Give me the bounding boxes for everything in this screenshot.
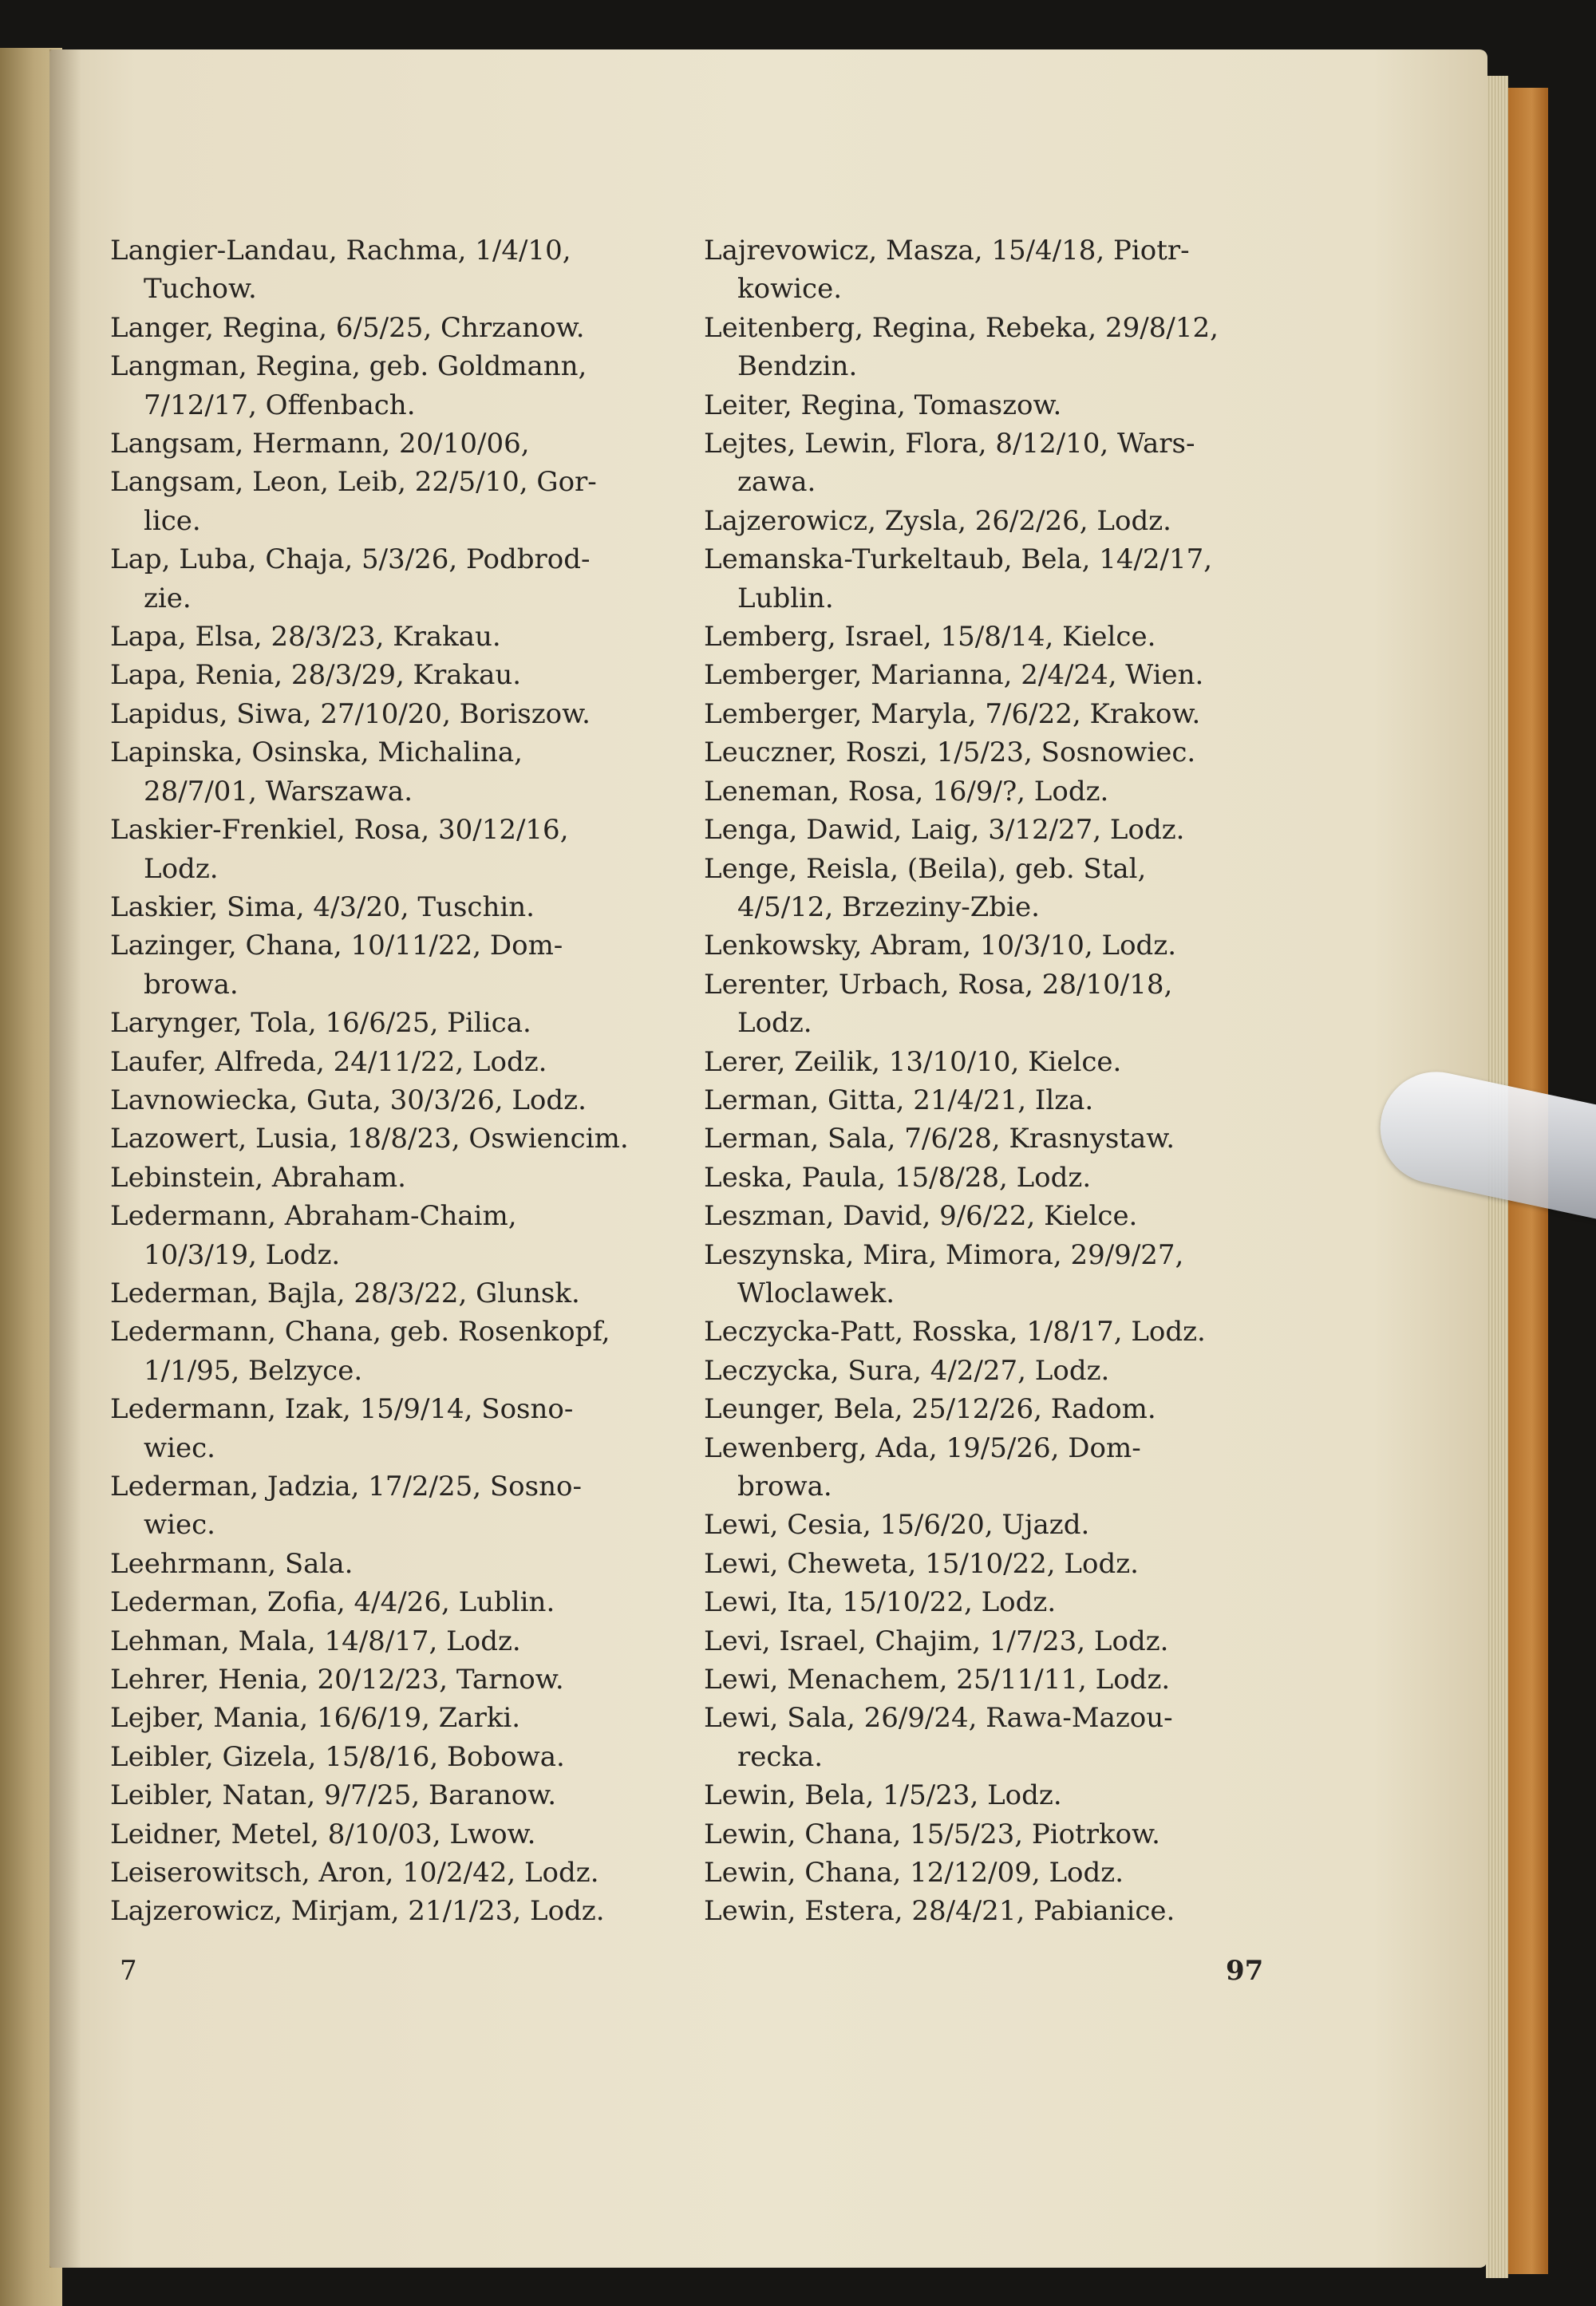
register-entry: Langsam, Hermann, 20/10/06,: [110, 428, 530, 460]
register-entry: Lenga, Dawid, Laig, 3/12/27, Lodz.: [704, 814, 1185, 847]
register-entry: Leunger, Bela, 25/12/26, Radom.: [704, 1393, 1156, 1426]
register-entry: Lewin, Chana, 15/5/23, Piotrkow.: [704, 1818, 1160, 1850]
left-column: [110, 231, 733, 1931]
register-entry: Lederman, Jadzia, 17/2/25, Sosno- wiec.: [110, 1471, 582, 1542]
register-entry: Leneman, Rosa, 16/9/?, Lodz.: [704, 775, 1109, 807]
register-entry: Lewenberg, Ada, 19/5/26, Dom- browa.: [704, 1431, 1141, 1502]
register-entry: Lapa, Renia, 28/3/29, Krakau.: [110, 659, 522, 692]
register-entry: Larynger, Tola, 16/6/25, Pilica.: [110, 1007, 531, 1040]
register-entry: Leczycka, Sura, 4/2/27, Lodz.: [704, 1354, 1110, 1387]
register-entry: Lerman, Gitta, 21/4/21, Ilza.: [704, 1084, 1094, 1116]
register-entry: Lewi, Sala, 26/9/24, Rawa-Mazou- recka.: [704, 1702, 1173, 1773]
register-entry: Leehrmann, Sala.: [110, 1547, 354, 1580]
register-entry: Lewi, Menachem, 25/11/11, Lodz.: [704, 1664, 1171, 1696]
register-entry: Laskier, Sima, 4/3/20, Tuschin.: [110, 890, 535, 923]
register-entry: Lemberg, Israel, 15/8/14, Kielce.: [704, 621, 1156, 653]
register-entry: Lewi, Cesia, 15/6/20, Ujazd.: [704, 1509, 1090, 1542]
register-entry: Lehman, Mala, 14/8/17, Lodz.: [110, 1625, 521, 1657]
register-entry: Ledermann, Abraham-Chaim, 10/3/19, Lodz.: [110, 1200, 517, 1271]
register-entry: Lewi, Cheweta, 15/10/22, Lodz.: [704, 1547, 1139, 1580]
register-entry: Lenkowsky, Abram, 10/3/10, Lodz.: [704, 930, 1177, 962]
register-entry: Lebinstein, Abraham.: [110, 1161, 406, 1194]
page-number: 97: [1226, 1955, 1264, 1987]
register-entry: Lajrevowicz, Masza, 15/4/18, Piotr- kowice.: [704, 235, 1190, 306]
gutter-shadow: [49, 49, 81, 2268]
register-entry: Lejtes, Lewin, Flora, 8/12/10, Wars- zawa.: [704, 428, 1195, 499]
register-entry: Langman, Regina, geb. Goldmann, 7/12/17, Offenbach.: [110, 350, 587, 421]
register-entry: Ledermann, Izak, 15/9/14, Sosno- wiec.: [110, 1393, 574, 1464]
register-entry: Lemanska-Turkeltaub, Bela, 14/2/17, Lublin.: [704, 543, 1213, 614]
register-entry: Leibler, Natan, 9/7/25, Baranow.: [110, 1779, 557, 1812]
register-entry: Lazinger, Chana, 10/11/22, Dom- browa.: [110, 930, 563, 1001]
register-entry: Leitenberg, Regina, Rebeka, 29/8/12, Bendzin.: [704, 311, 1219, 383]
register-entry: Lazowert, Lusia, 18/8/23, Oswiencim.: [110, 1123, 629, 1155]
register-entry: Lederman, Zofia, 4/4/26, Lublin.: [110, 1586, 555, 1619]
register-entry: Langier-Landau, Rachma, 1/4/10, Tuchow.: [110, 235, 571, 306]
register-entry: Lajzerowicz, Mirjam, 21/1/23, Lodz.: [110, 1895, 605, 1928]
register-entry: Leczycka-Patt, Rosska, 1/8/17, Lodz.: [704, 1316, 1206, 1348]
register-entry: Lejber, Mania, 16/6/19, Zarki.: [110, 1702, 521, 1735]
register-entry: Langsam, Leon, Leib, 22/5/10, Gor- lice.: [110, 466, 597, 537]
register-entry: Lap, Luba, Chaja, 5/3/26, Podbrod- zie.: [110, 543, 591, 614]
register-entry: Lemberger, Marianna, 2/4/24, Wien.: [704, 659, 1204, 692]
register-entry: Leibler, Gizela, 15/8/16, Bobowa.: [110, 1740, 565, 1773]
register-entry: Lerman, Sala, 7/6/28, Krasnystaw.: [704, 1123, 1175, 1155]
register-entry: Ledermann, Chana, geb. Rosenkopf, 1/1/95, Belzyce.: [110, 1316, 610, 1387]
register-entry: Lerenter, Urbach, Rosa, 28/10/18, Lodz.: [704, 968, 1173, 1040]
register-entry: Leiserowitsch, Aron, 10/2/42, Lodz.: [110, 1857, 599, 1889]
register-entry: Lederman, Bajla, 28/3/22, Glunsk.: [110, 1277, 580, 1309]
register-entry: Lehrer, Henia, 20/12/23, Tarnow.: [110, 1664, 564, 1696]
register-entry: Lapidus, Siwa, 27/10/20, Boriszow.: [110, 697, 591, 730]
register-entry: Lapa, Elsa, 28/3/23, Krakau.: [110, 621, 501, 653]
register-entry: Langer, Regina, 6/5/25, Chrzanow.: [110, 311, 585, 344]
register-entry: Lewi, Ita, 15/10/22, Lodz.: [704, 1586, 1057, 1619]
register-entry: Lemberger, Maryla, 7/6/22, Krakow.: [704, 697, 1201, 730]
right-column: [704, 231, 1326, 1931]
register-entry: Lenge, Reisla, (Beila), geb. Stal, 4/5/12, Brzeziny-Zbie.: [704, 852, 1147, 923]
register-entry: Leszman, David, 9/6/22, Kielce.: [704, 1200, 1138, 1233]
register-entry: Leiter, Regina, Tomaszow.: [704, 389, 1062, 421]
register-entry: Lapinska, Osinska, Michalina, 28/7/01, Warszawa.: [110, 736, 523, 807]
signature-number: 7: [120, 1955, 137, 1987]
register-entry: Laufer, Alfreda, 24/11/22, Lodz.: [110, 1045, 547, 1078]
register-entry: Leuczner, Roszi, 1/5/23, Sosnowiec.: [704, 736, 1196, 769]
register-entry: Leszynska, Mira, Mimora, 29/9/27, Wloclawek.: [704, 1238, 1184, 1309]
register-entry: Leska, Paula, 15/8/28, Lodz.: [704, 1161, 1092, 1194]
register-entry: Lewin, Bela, 1/5/23, Lodz.: [704, 1779, 1062, 1812]
register-entry: Lewin, Estera, 28/4/21, Pabianice.: [704, 1895, 1175, 1928]
register-entry: Leidner, Metel, 8/10/03, Lwow.: [110, 1818, 536, 1850]
register-entry: Levi, Israel, Chajim, 1/7/23, Lodz.: [704, 1625, 1169, 1657]
register-entry: Lajzerowicz, Zysla, 26/2/26, Lodz.: [704, 504, 1171, 537]
register-entry: Laskier-Frenkiel, Rosa, 30/12/16, Lodz.: [110, 814, 569, 885]
register-entry: Lewin, Chana, 12/12/09, Lodz.: [704, 1857, 1124, 1889]
register-entry: Lavnowiecka, Guta, 30/3/26, Lodz.: [110, 1084, 587, 1116]
register-entry: Lerer, Zeilik, 13/10/10, Kielce.: [704, 1045, 1122, 1078]
